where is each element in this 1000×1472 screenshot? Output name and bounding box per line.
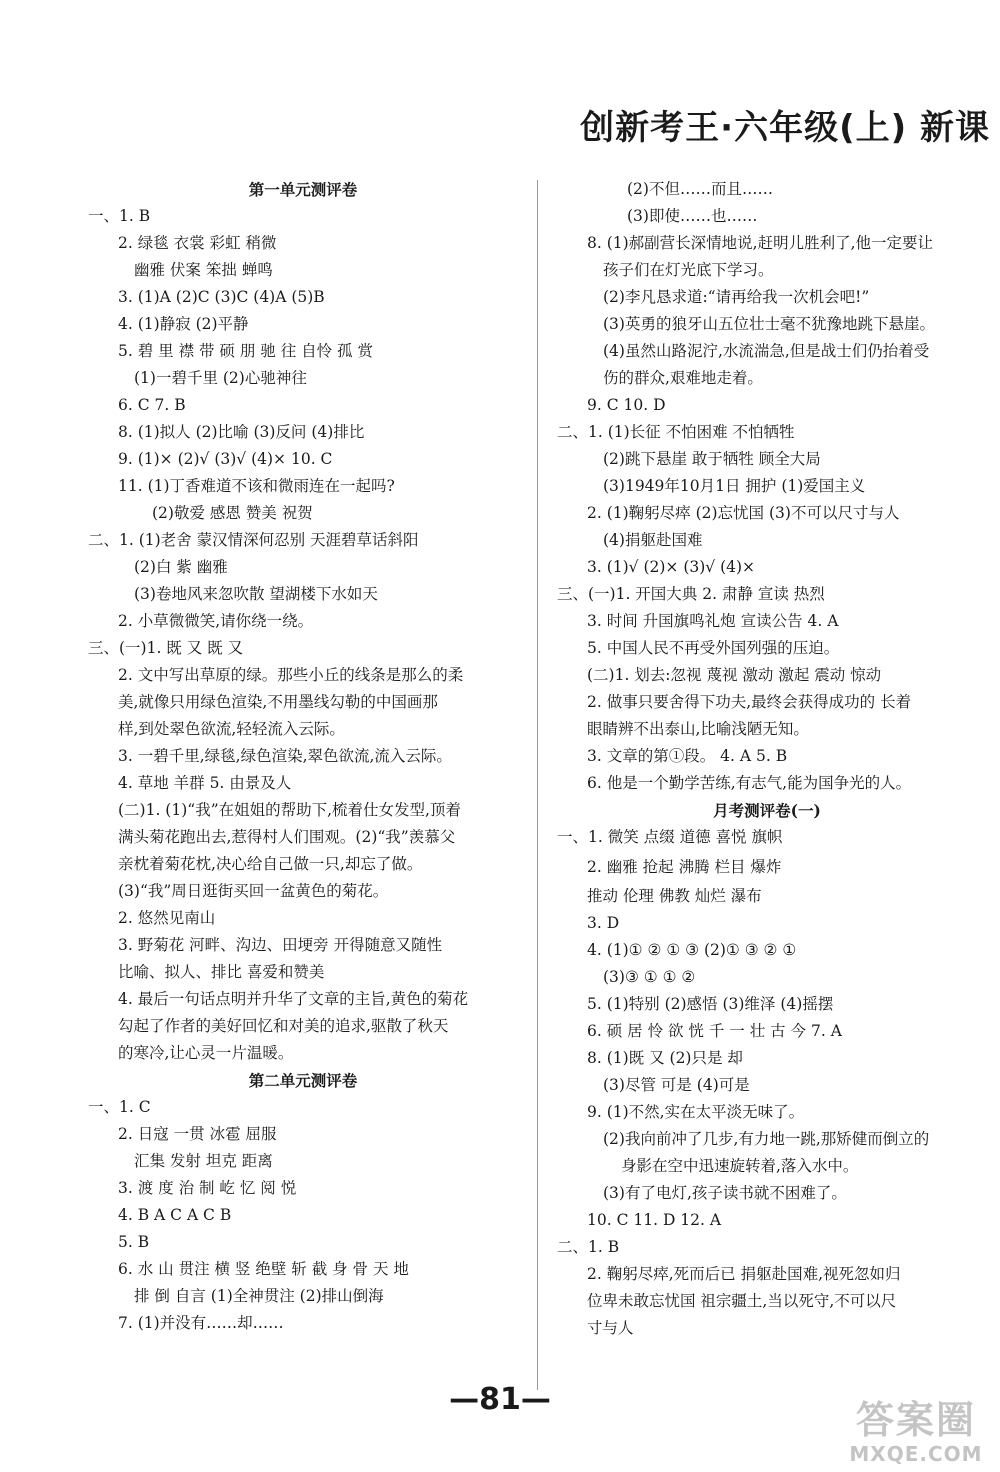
answer-line: 寸与人 <box>587 1319 634 1337</box>
watermark-url-text: MXQE.COM <box>849 1442 983 1466</box>
answer-line: 勾起了作者的美好回忆和对美的追求,驱散了秋天 <box>118 1017 449 1035</box>
answer-column-right <box>557 176 977 1342</box>
answer-line: 3. (1)√ (2)× (3)√ (4)× <box>587 558 756 576</box>
answer-line: 3. 野菊花 河畔、沟边、田埂旁 开得随意又随性 <box>118 936 443 954</box>
answer-line: 2. 悠然见南山 <box>118 909 216 927</box>
answer-line: 推动 伦理 佛教 灿烂 瀑布 <box>587 887 762 905</box>
answer-line: 2. 做事只要舍得下功夫,最终会获得成功的 长着 <box>587 693 912 711</box>
answer-line: 3. 一碧千里,绿毯,绿色渲染,翠色欲流,流入云际。 <box>118 747 452 765</box>
answer-line: 8. (1)拟人 (2)比喻 (3)反问 (4)排比 <box>118 423 365 441</box>
answer-line: 2. 绿毯 衣裳 彩虹 稍微 <box>118 234 277 252</box>
answer-line: 7. (1)并没有……却…… <box>118 1314 284 1332</box>
answer-column-left <box>88 176 518 1337</box>
answer-line: 6. 他是一个勤学苦练,有志气,能为国争光的人。 <box>587 774 912 792</box>
answer-line: (3)1949年10月1日 拥护 (1)爱国主义 <box>603 477 866 495</box>
answer-line: 6. C 7. B <box>118 396 186 414</box>
answer-line: (2)不但……而且…… <box>627 180 773 198</box>
answer-line: (4)捐躯赴国难 <box>603 531 703 549</box>
section-heading: 第一单元测评卷 <box>248 180 358 199</box>
answer-line: 排 倒 自言 (1)全神贯注 (2)排山倒海 <box>134 1287 384 1305</box>
answer-line: 5. (1)特别 (2)感悟 (3)维泽 (4)摇摆 <box>587 995 834 1013</box>
answer-line: 三、(一)1. 既 又 既 又 <box>88 639 244 657</box>
answer-line: 二、1. B <box>557 1238 620 1256</box>
answer-line: 11. (1)丁香难道不该和微雨连在一起吗? <box>118 477 395 495</box>
answer-line: (2)跳下悬崖 敢于牺牲 顾全大局 <box>603 450 821 468</box>
answer-line: (3)尽管 可是 (4)可是 <box>603 1076 750 1094</box>
answer-line: 伤的群众,艰难地走着。 <box>603 369 763 387</box>
watermark-logo-text: 答案圈 <box>855 1398 976 1442</box>
answer-line: 2. 幽雅 抢起 沸腾 栏目 爆炸 <box>587 858 782 876</box>
answer-line: 10. C 11. D 12. A <box>587 1211 722 1229</box>
answer-line: 位卑未敢忘忧国 祖宗疆土,当以死守,不可以尺 <box>587 1292 897 1310</box>
answer-line: 一、1. 微笑 点缀 道德 喜悦 旗帜 <box>557 828 783 846</box>
answer-line: 孩子们在灯光底下学习。 <box>603 261 774 279</box>
answer-line: 的寒冷,让心灵一片温暖。 <box>118 1044 294 1062</box>
column-divider <box>537 180 538 1390</box>
answer-line: (二)1. 划去:忽视 蔑视 激动 激起 震动 惊动 <box>587 666 882 684</box>
answer-line: 3. 渡 度 治 制 屹 忆 阅 悦 <box>118 1179 297 1197</box>
answer-line: (2)敬爱 感恩 赞美 祝贺 <box>152 504 313 522</box>
answer-line: 4. (1)① ② ① ③ (2)① ③ ② ① <box>587 941 797 959</box>
answer-line: 9. C 10. D <box>587 396 666 414</box>
answer-line: 3. D <box>587 914 620 932</box>
answer-line: 眼睛辨不出泰山,比喻浅陋无知。 <box>587 720 809 738</box>
answer-line: 二、1. (1)长征 不怕困难 不怕牺牲 <box>557 423 795 441</box>
answer-line: 8. (1)郝副营长深情地说,赶明儿胜利了,他一定要让 <box>587 234 934 252</box>
answer-line: 身影在空中迅速旋转着,落入水中。 <box>621 1157 859 1175</box>
answer-line: (3)卷地风来忽吹散 望湖楼下水如天 <box>134 585 378 603</box>
answer-line: 美,就像只用绿色渲染,不用墨线勾勒的中国画那 <box>118 693 438 711</box>
answer-line: 5. 碧 里 襟 带 硕 朋 驰 往 自怜 孤 赏 <box>118 342 373 360</box>
answer-line: 一、1. C <box>88 1098 151 1116</box>
answer-line: 6. 硕 居 怜 欲 恍 千 一 壮 古 今 7. A <box>587 1022 842 1040</box>
answer-line: 汇集 发射 坦克 距离 <box>134 1152 273 1170</box>
answer-line: 样,到处翠色欲流,轻轻流入云际。 <box>118 720 345 738</box>
answer-line: 8. (1)既 又 (2)只是 却 <box>587 1049 743 1067</box>
answer-line: (2)李凡恳求道:“请再给我一次机会吧!” <box>603 288 870 306</box>
answer-line: (3)③ ① ① ② <box>603 968 696 986</box>
answer-line: 3. 文章的第①段。 4. A 5. B <box>587 747 788 765</box>
answer-line: 5. B <box>118 1233 150 1251</box>
answer-line: (4)虽然山路泥泞,水流湍急,但是战士们仍抬着受 <box>603 342 930 360</box>
answer-line: (3)即使……也…… <box>627 207 758 225</box>
watermark-logo <box>838 1398 994 1468</box>
answer-line: 2. (1)鞠躬尽瘁 (2)忘忧国 (3)不可以尺寸与人 <box>587 504 900 522</box>
answer-line: 二、1. (1)老舍 蒙汉情深何忍别 天涯碧草话斜阳 <box>88 531 419 549</box>
section-heading: 月考测评卷(一) <box>713 801 821 820</box>
answer-line: 4. 最后一句话点明并升华了文章的主旨,黄色的菊花 <box>118 990 469 1008</box>
answer-line: 3. (1)A (2)C (3)C (4)A (5)B <box>118 288 325 306</box>
answer-line: 一、1. B <box>88 207 151 225</box>
answer-line: 4. 草地 羊群 5. 由景及人 <box>118 774 292 792</box>
answer-line: 亲枕着菊花枕,决心给自己做一只,却忘了做。 <box>118 855 423 873</box>
answer-line: (二)1. (1)“我”在姐姐的帮助下,梳着仕女发型,顶着 <box>118 801 461 819</box>
answer-line: 6. 水 山 贯注 横 竖 绝壁 斩 截 身 骨 天 地 <box>118 1260 409 1278</box>
answer-line: 9. (1)不然,实在太平淡无味了。 <box>587 1103 805 1121</box>
answer-line: 3. 时间 升国旗鸣礼炮 宣读公告 4. A <box>587 612 839 630</box>
answer-line: 5. 中国人民不再受外国列强的压迫。 <box>587 639 840 657</box>
answer-line: 4. B A C A C B <box>118 1206 232 1224</box>
answer-line: (3)有了电灯,孩子读书就不困难了。 <box>603 1184 847 1202</box>
header-title: 创新考王·六年级(上) 新课 <box>580 108 990 148</box>
answer-line: 比喻、拟人、排比 喜爱和赞美 <box>118 963 325 981</box>
answer-line: 4. (1)静寂 (2)平静 <box>118 315 249 333</box>
answer-line: 三、(一)1. 开国大典 2. 肃静 宣读 热烈 <box>557 585 825 603</box>
answer-line: 满头菊花跑出去,惹得村人们围观。(2)“我”羡慕父 <box>118 828 456 846</box>
answer-line: (2)我向前冲了几步,有力地一跳,那矫健而倒立的 <box>603 1130 930 1148</box>
section-heading: 第二单元测评卷 <box>248 1071 358 1090</box>
answer-line: (3)英勇的狼牙山五位壮士毫不犹豫地跳下悬崖。 <box>603 315 935 333</box>
answer-line: (3)“我”周日逛街买回一盆黄色的菊花。 <box>118 882 389 900</box>
page-number: —81— <box>449 1382 551 1417</box>
answer-line: 2. 小草微微笑,请你绕一绕。 <box>118 612 314 630</box>
answer-line: 9. (1)× (2)√ (3)√ (4)× 10. C <box>118 450 333 468</box>
answer-line: 2. 鞠躬尽瘁,死而后已 捐躯赴国难,视死忽如归 <box>587 1265 901 1283</box>
answer-line: (2)白 紫 幽雅 <box>134 558 228 576</box>
answer-line: (1)一碧千里 (2)心驰神往 <box>134 369 307 387</box>
answer-line: 幽雅 伏案 笨拙 蝉鸣 <box>134 261 273 279</box>
answer-line: 2. 文中写出草原的绿。那些小丘的线条是那么的柔 <box>118 666 464 684</box>
answer-line: 2. 日寇 一贯 冰雹 屈服 <box>118 1125 277 1143</box>
